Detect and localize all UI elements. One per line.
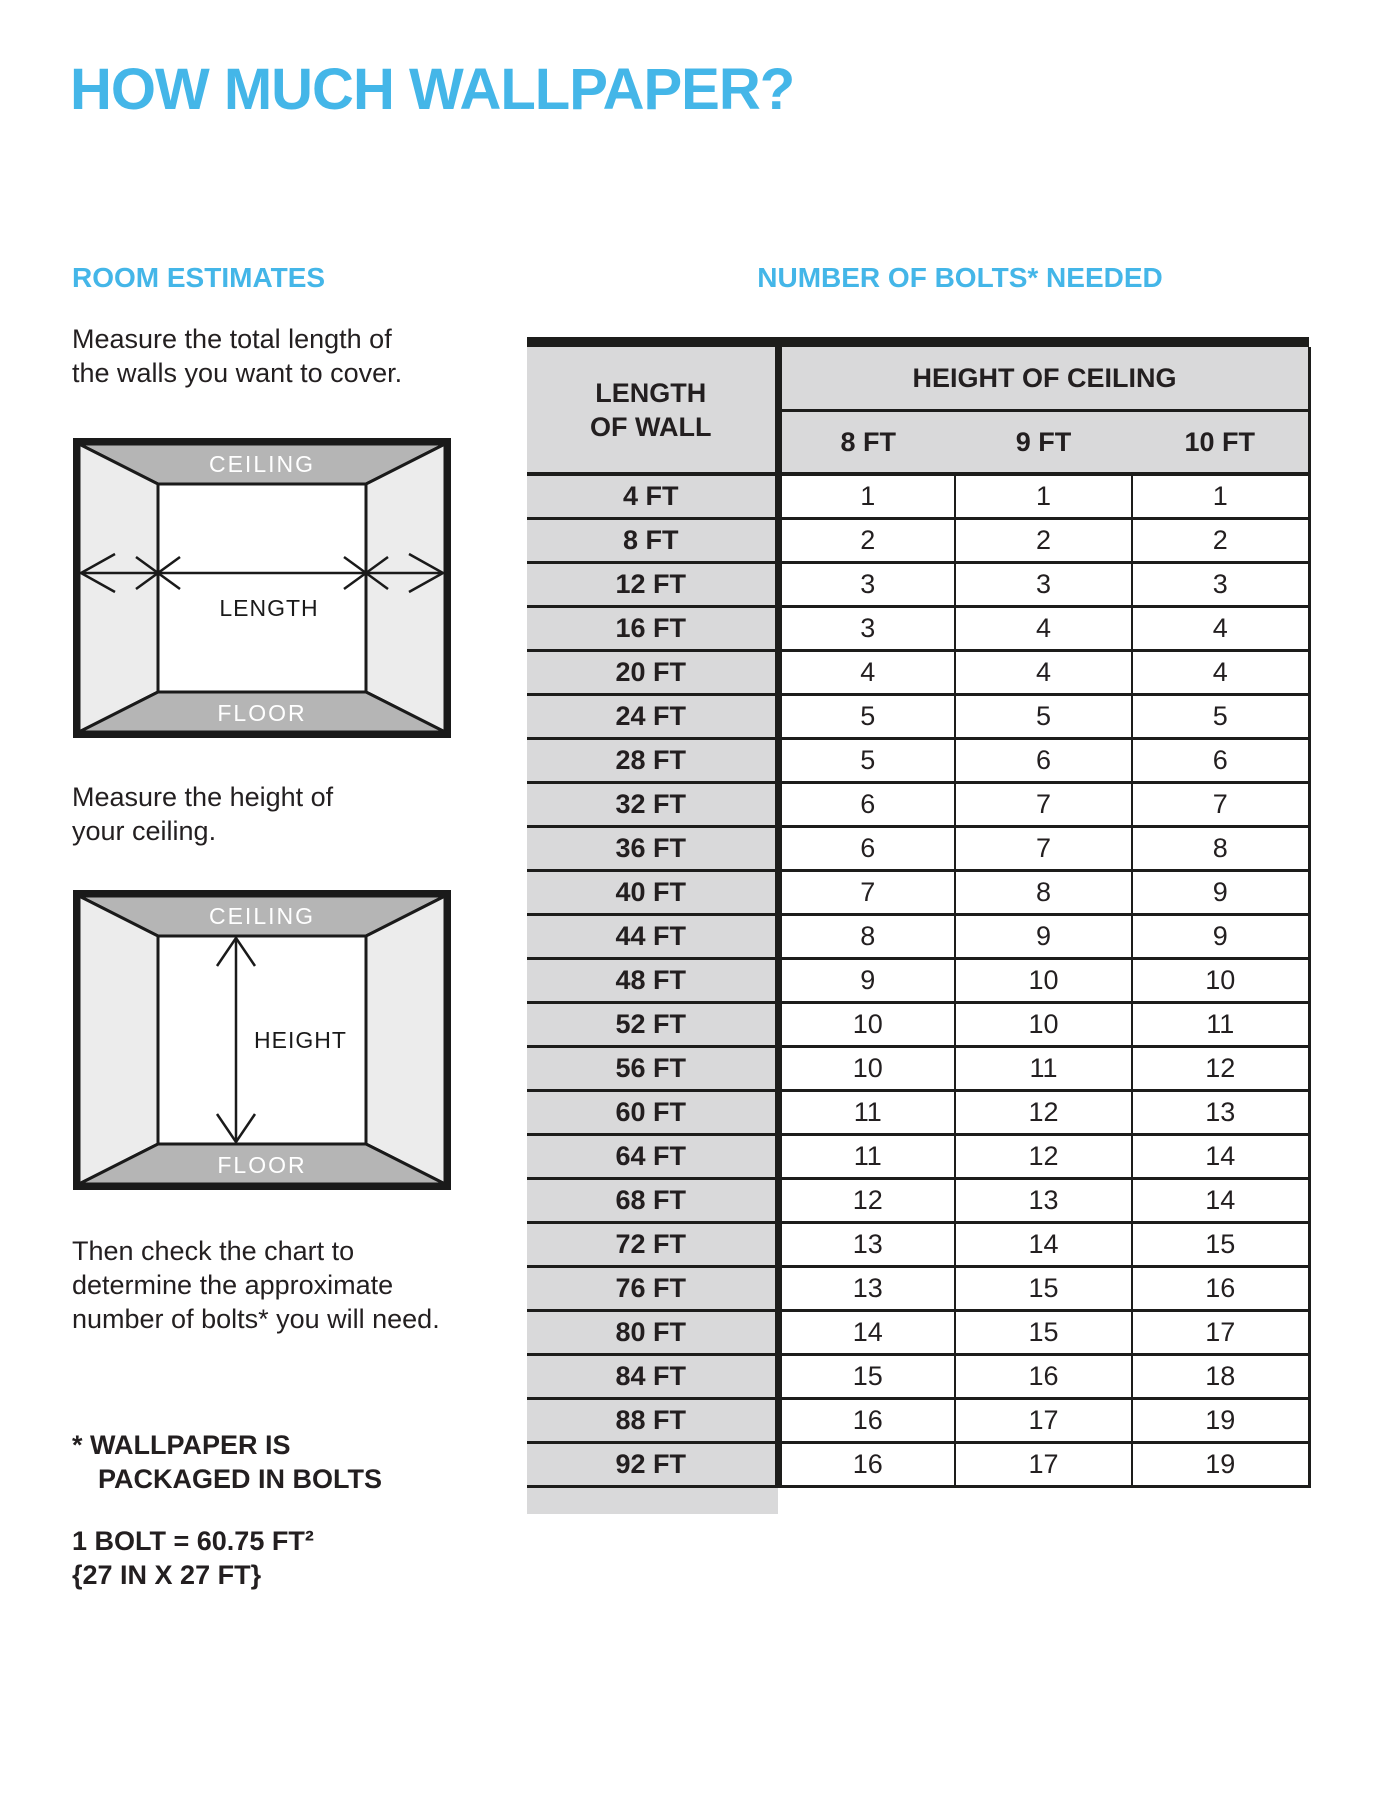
right-wall-face bbox=[366, 896, 445, 1184]
bolts-cell-9ft: 10 bbox=[955, 1003, 1132, 1047]
bolts-footnote-line1 bbox=[72, 1428, 382, 1462]
wall-length-cell: 4 FT bbox=[527, 474, 778, 519]
table-header-row-1 bbox=[527, 347, 1309, 411]
bolts-cell-8ft: 1 bbox=[778, 474, 955, 519]
bolt-size-line2: {27 IN X 27 FT} bbox=[72, 1560, 262, 1590]
bolts-cell-8ft: 11 bbox=[778, 1091, 955, 1135]
bolts-cell-10ft: 5 bbox=[1132, 695, 1309, 739]
length-label: LENGTH bbox=[219, 595, 319, 621]
measure-length-line2: the walls you want to cover. bbox=[72, 358, 403, 388]
bolts-cell-10ft: 19 bbox=[1132, 1443, 1309, 1487]
col-header-8ft: 8 FT bbox=[778, 411, 955, 475]
table-row bbox=[527, 1091, 1309, 1135]
table-row bbox=[527, 783, 1309, 827]
measure-length-line1: Measure the total length of bbox=[72, 324, 392, 354]
wall-length-cell: 16 FT bbox=[527, 607, 778, 651]
footnote-asterisk: * bbox=[72, 1430, 83, 1460]
wall-length-cell: 24 FT bbox=[527, 695, 778, 739]
bolts-cell-10ft: 15 bbox=[1132, 1223, 1309, 1267]
bolts-cell-10ft: 10 bbox=[1132, 959, 1309, 1003]
bolts-cell-8ft: 6 bbox=[778, 783, 955, 827]
table-top-bar bbox=[527, 337, 1309, 347]
bolts-cell-9ft: 16 bbox=[955, 1355, 1132, 1399]
wall-length-cell: 32 FT bbox=[527, 783, 778, 827]
table-row bbox=[527, 1443, 1309, 1487]
table-row bbox=[527, 1003, 1309, 1047]
room-height-diagram bbox=[72, 890, 452, 1190]
bolts-cell-9ft: 17 bbox=[955, 1399, 1132, 1443]
wall-length-cell: 20 FT bbox=[527, 651, 778, 695]
bolts-cell-9ft: 11 bbox=[955, 1047, 1132, 1091]
table-row bbox=[527, 563, 1309, 607]
measure-height-line1: Measure the height of bbox=[72, 782, 334, 812]
table-row bbox=[527, 1135, 1309, 1179]
bolt-size-note bbox=[72, 1524, 314, 1592]
floor-label: FLOOR bbox=[217, 700, 307, 726]
bolts-cell-8ft: 9 bbox=[778, 959, 955, 1003]
bolts-cell-9ft: 5 bbox=[955, 695, 1132, 739]
bolts-cell-10ft: 1 bbox=[1132, 474, 1309, 519]
bolts-cell-9ft: 10 bbox=[955, 959, 1132, 1003]
bolts-cell-9ft: 7 bbox=[955, 783, 1132, 827]
bolts-cell-8ft: 16 bbox=[778, 1399, 955, 1443]
bolts-cell-9ft: 4 bbox=[955, 607, 1132, 651]
bolts-cell-10ft: 14 bbox=[1132, 1135, 1309, 1179]
table-row bbox=[527, 1355, 1309, 1399]
wall-length-cell: 84 FT bbox=[527, 1355, 778, 1399]
height-of-ceiling-header: HEIGHT OF CEILING bbox=[778, 347, 1309, 411]
bolts-cell-9ft: 17 bbox=[955, 1443, 1132, 1487]
bolts-cell-9ft: 13 bbox=[955, 1179, 1132, 1223]
wall-length-cell: 64 FT bbox=[527, 1135, 778, 1179]
wall-length-cell: 68 FT bbox=[527, 1179, 778, 1223]
check-chart-paragraph bbox=[72, 1234, 440, 1336]
page-title: HOW MUCH WALLPAPER? bbox=[70, 57, 795, 122]
bolts-cell-10ft: 14 bbox=[1132, 1179, 1309, 1223]
table-row bbox=[527, 474, 1309, 519]
table-row bbox=[527, 1267, 1309, 1311]
room-length-diagram bbox=[72, 438, 452, 738]
bolts-cell-10ft: 9 bbox=[1132, 871, 1309, 915]
bolts-cell-9ft: 8 bbox=[955, 871, 1132, 915]
bolts-cell-9ft: 2 bbox=[955, 519, 1132, 563]
bolts-cell-9ft: 14 bbox=[955, 1223, 1132, 1267]
table-row bbox=[527, 519, 1309, 563]
check-chart-line1: Then check the chart to bbox=[72, 1236, 355, 1266]
bolt-size-line1: 1 BOLT = 60.75 FT² bbox=[72, 1526, 314, 1556]
table-row bbox=[527, 915, 1309, 959]
bolts-cell-8ft: 4 bbox=[778, 651, 955, 695]
bolts-cell-8ft: 12 bbox=[778, 1179, 955, 1223]
length-of-wall-line1: LENGTH bbox=[595, 377, 707, 408]
table-row bbox=[527, 827, 1309, 871]
bolts-cell-8ft: 10 bbox=[778, 1047, 955, 1091]
col-header-10ft: 10 FT bbox=[1132, 411, 1309, 475]
table-row bbox=[527, 695, 1309, 739]
bolts-footnote bbox=[72, 1428, 382, 1496]
bolts-cell-10ft: 18 bbox=[1132, 1355, 1309, 1399]
bolts-cell-8ft: 7 bbox=[778, 871, 955, 915]
bolts-cell-8ft: 10 bbox=[778, 1003, 955, 1047]
measure-height-paragraph bbox=[72, 780, 333, 848]
wall-length-cell: 12 FT bbox=[527, 563, 778, 607]
length-of-wall-line2: OF WALL bbox=[590, 411, 712, 442]
bolts-cell-9ft: 12 bbox=[955, 1091, 1132, 1135]
right-wall-face bbox=[366, 444, 445, 732]
height-label: HEIGHT bbox=[254, 1027, 347, 1053]
bolts-cell-10ft: 11 bbox=[1132, 1003, 1309, 1047]
wall-length-cell: 56 FT bbox=[527, 1047, 778, 1091]
wall-length-cell: 52 FT bbox=[527, 1003, 778, 1047]
bolts-cell-10ft: 19 bbox=[1132, 1399, 1309, 1443]
ceiling-label: CEILING bbox=[208, 903, 316, 929]
bolts-cell-10ft: 12 bbox=[1132, 1047, 1309, 1091]
wall-length-cell: 72 FT bbox=[527, 1223, 778, 1267]
ceiling-label: CEILING bbox=[208, 451, 316, 477]
wall-length-cell: 76 FT bbox=[527, 1267, 778, 1311]
col-header-9ft: 9 FT bbox=[955, 411, 1132, 475]
bolts-cell-10ft: 4 bbox=[1132, 651, 1309, 695]
back-wall-face bbox=[158, 484, 366, 692]
wall-length-cell: 36 FT bbox=[527, 827, 778, 871]
bolts-cell-10ft: 6 bbox=[1132, 739, 1309, 783]
table-row bbox=[527, 871, 1309, 915]
bolts-cell-9ft: 9 bbox=[955, 915, 1132, 959]
wall-length-cell: 28 FT bbox=[527, 739, 778, 783]
table-row bbox=[527, 959, 1309, 1003]
wall-length-cell: 48 FT bbox=[527, 959, 778, 1003]
wall-length-cell: 40 FT bbox=[527, 871, 778, 915]
bolts-cell-10ft: 4 bbox=[1132, 607, 1309, 651]
bolts-cell-8ft: 8 bbox=[778, 915, 955, 959]
bolts-cell-10ft: 7 bbox=[1132, 783, 1309, 827]
bolts-footnote-line2: PACKAGED IN BOLTS bbox=[98, 1464, 383, 1494]
measure-length-paragraph bbox=[72, 322, 402, 390]
bolts-cell-9ft: 12 bbox=[955, 1135, 1132, 1179]
room-estimates-heading: ROOM ESTIMATES bbox=[72, 262, 326, 293]
bolts-cell-8ft: 2 bbox=[778, 519, 955, 563]
table-row bbox=[527, 651, 1309, 695]
bolts-cell-8ft: 3 bbox=[778, 607, 955, 651]
bolts-cell-10ft: 13 bbox=[1132, 1091, 1309, 1135]
footnote-text1: WALLPAPER IS bbox=[90, 1430, 291, 1460]
bolts-cell-9ft: 7 bbox=[955, 827, 1132, 871]
table-row bbox=[527, 1223, 1309, 1267]
wall-length-cell: 80 FT bbox=[527, 1311, 778, 1355]
bolts-cell-8ft: 15 bbox=[778, 1355, 955, 1399]
bolts-cell-10ft: 8 bbox=[1132, 827, 1309, 871]
floor-label: FLOOR bbox=[217, 1152, 307, 1178]
bolts-cell-8ft: 16 bbox=[778, 1443, 955, 1487]
bolts-cell-8ft: 5 bbox=[778, 695, 955, 739]
wall-length-cell: 8 FT bbox=[527, 519, 778, 563]
bolts-cell-9ft: 4 bbox=[955, 651, 1132, 695]
bolts-cell-8ft: 3 bbox=[778, 563, 955, 607]
bolts-cell-10ft: 2 bbox=[1132, 519, 1309, 563]
table-column1-tail bbox=[527, 1488, 778, 1514]
table-row bbox=[527, 739, 1309, 783]
bolts-cell-10ft: 16 bbox=[1132, 1267, 1309, 1311]
bolts-cell-8ft: 6 bbox=[778, 827, 955, 871]
check-chart-line2: determine the approximate bbox=[72, 1270, 394, 1300]
left-wall-face bbox=[79, 896, 158, 1184]
wall-length-cell: 92 FT bbox=[527, 1443, 778, 1487]
wall-length-cell: 60 FT bbox=[527, 1091, 778, 1135]
bolts-cell-9ft: 1 bbox=[955, 474, 1132, 519]
bolts-cell-9ft: 3 bbox=[955, 563, 1132, 607]
table-row bbox=[527, 607, 1309, 651]
length-of-wall-header bbox=[527, 347, 778, 474]
table-row bbox=[527, 1047, 1309, 1091]
table-body bbox=[527, 474, 1309, 1487]
bolts-cell-9ft: 15 bbox=[955, 1311, 1132, 1355]
bolts-cell-10ft: 3 bbox=[1132, 563, 1309, 607]
wall-length-cell: 88 FT bbox=[527, 1399, 778, 1443]
bolts-cell-8ft: 13 bbox=[778, 1267, 955, 1311]
bolts-cell-8ft: 11 bbox=[778, 1135, 955, 1179]
bolts-cell-8ft: 14 bbox=[778, 1311, 955, 1355]
wall-length-cell: 44 FT bbox=[527, 915, 778, 959]
left-wall-face bbox=[79, 444, 158, 732]
table-row bbox=[527, 1179, 1309, 1223]
check-chart-line3: number of bolts* you will need. bbox=[72, 1304, 440, 1334]
table-row bbox=[527, 1399, 1309, 1443]
table-row bbox=[527, 1311, 1309, 1355]
bolts-needed-heading: NUMBER OF BOLTS* NEEDED bbox=[757, 262, 1163, 293]
measure-height-line2: your ceiling. bbox=[72, 816, 217, 846]
bolts-cell-9ft: 6 bbox=[955, 739, 1132, 783]
bolts-cell-8ft: 5 bbox=[778, 739, 955, 783]
bolts-cell-8ft: 13 bbox=[778, 1223, 955, 1267]
bolts-cell-9ft: 15 bbox=[955, 1267, 1132, 1311]
bolts-cell-10ft: 9 bbox=[1132, 915, 1309, 959]
bolts-cell-10ft: 17 bbox=[1132, 1311, 1309, 1355]
bolts-table bbox=[527, 347, 1311, 1488]
